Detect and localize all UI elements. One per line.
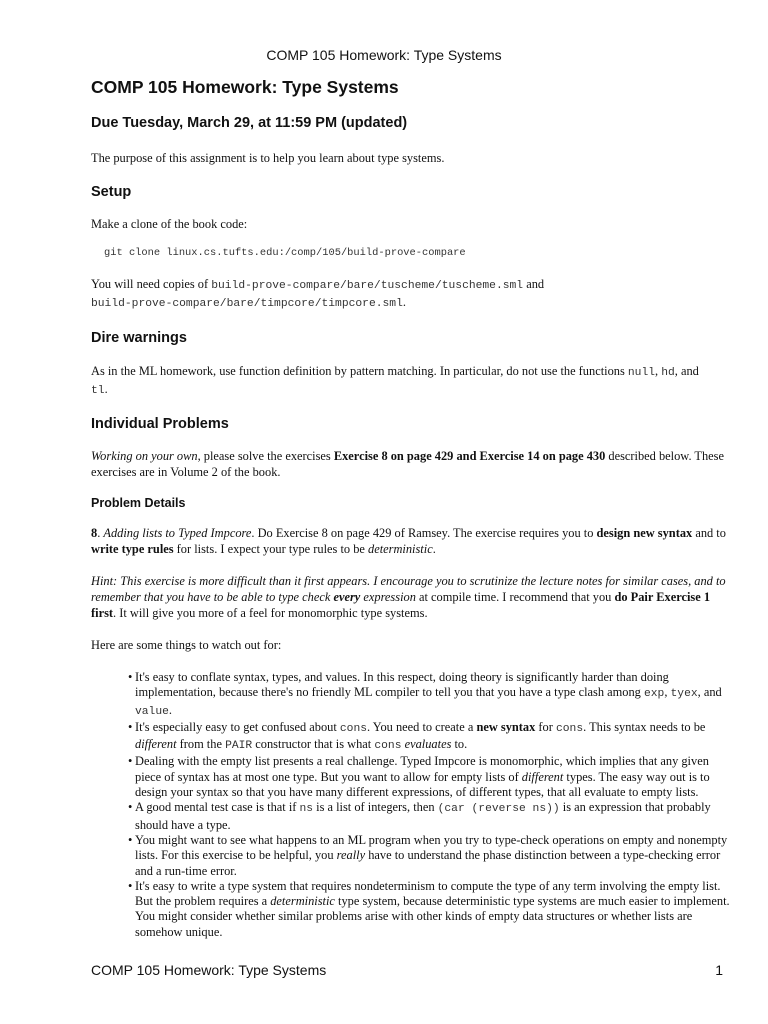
list-item: • You might want to see what happens to an ML program when you try to type-check operations on empty and nonempty lists. For this exercise to be helpful, you really have to understand the phase distinction between a type-checking error and a run-time error. <box>135 833 731 879</box>
list-item: • Dealing with the empty list presents a real challenge. Typed Impcore is monomorphic, which implies that any given piece of syntax has at most one type. But you want to allow for empty lists of different types. The easy way out is to design your syntax so that you have many different expressions, of different types, that all evaluate to empty lists. <box>135 754 731 800</box>
fn-tl: tl <box>91 385 105 397</box>
list-item: • It's easy to conflate syntax, types, and values. In this respect, doing theory is significantly harder than doing implementation, because there's no friendly ML compiler to tell you that you have a type clash among exp, tyex, and value. <box>135 670 731 720</box>
list-item: • It's especially easy to get confused about cons. You need to create a new syntax for cons. This syntax needs to be different from the PAIR constructor that is what cons evaluates to. <box>135 720 731 755</box>
individual-problems-heading: Individual Problems <box>91 416 229 432</box>
watch-out-paragraph: Here are some things to watch out for: <box>91 638 282 652</box>
fn-hd: hd <box>661 367 675 379</box>
running-header: COMP 105 Homework: Type Systems <box>266 47 502 63</box>
due-date-heading: Due Tuesday, March 29, at 11:59 PM (updated) <box>91 115 408 131</box>
list-item: • It's easy to write a type system that requires nondeterminism to compute the type of any term involving the empty list. But the problem requires a deterministic type system, because deterministic type systems are much easier to implement. You might consider whether similar problems arise with other kinds of empty data structures or whether lists are somehow unique. <box>135 879 731 940</box>
fn-null: null <box>627 367 656 379</box>
timpcore-file-path: build-prove-compare/bare/timpcore/timpcore.sml <box>91 298 403 310</box>
hint-paragraph: Hint: This exercise is more difficult than it first appears. I encourage you to scrutinize the lecture notes for similar cases, and to remember that you have to be able to type check every expression at compile time. I recommend that you do Pair Exercise 1 first. It will give you more of a feel for monomorphic type systems. <box>91 574 726 620</box>
footer-title: COMP 105 Homework: Type Systems <box>91 962 327 978</box>
dire-warnings-heading: Dire warnings <box>91 330 187 346</box>
list-item: • A good mental test case is that if ns is a list of integers, then (car (reverse ns)) is an expression that probably should have a type. <box>135 800 731 833</box>
tuscheme-file-path: build-prove-compare/bare/tuscheme/tuscheme.sml <box>211 280 524 292</box>
page-footer <box>91 962 723 978</box>
document-body <box>91 76 731 940</box>
purpose-paragraph: The purpose of this assignment is to help you learn about type systems. <box>91 151 445 165</box>
copies-paragraph: You will need copies of build-prove-compare/bare/tuscheme/tuscheme.sml and build-prove-compare/bare/timpcore/timpcore.sml. <box>91 277 545 310</box>
individual-problems-paragraph: Working on your own, please solve the exercises Exercise 8 on page 429 and Exercise 14 on page 430 described below. These exercises are in Volume 2 of the book. <box>91 449 724 479</box>
page-number: 1 <box>715 962 723 978</box>
watch-out-list <box>91 670 731 940</box>
page-title: COMP 105 Homework: Type Systems <box>91 77 399 97</box>
git-clone-command: git clone linux.cs.tufts.edu:/comp/105/build-prove-compare <box>104 247 466 259</box>
problem-details-heading: Problem Details <box>91 496 186 510</box>
setup-heading: Setup <box>91 184 132 200</box>
dire-warnings-paragraph: As in the ML homework, use function definition by pattern matching. In particular, do not use the functions null, hd, and tl. <box>91 364 699 397</box>
clone-instruction: Make a clone of the book code: <box>91 217 248 231</box>
exercise-8-paragraph: 8. Adding lists to Typed Impcore. Do Exercise 8 on page 429 of Ramsey. The exercise requires you to design new syntax and to write type rules for lists. I expect your type rules to be deterministic. <box>91 526 726 556</box>
